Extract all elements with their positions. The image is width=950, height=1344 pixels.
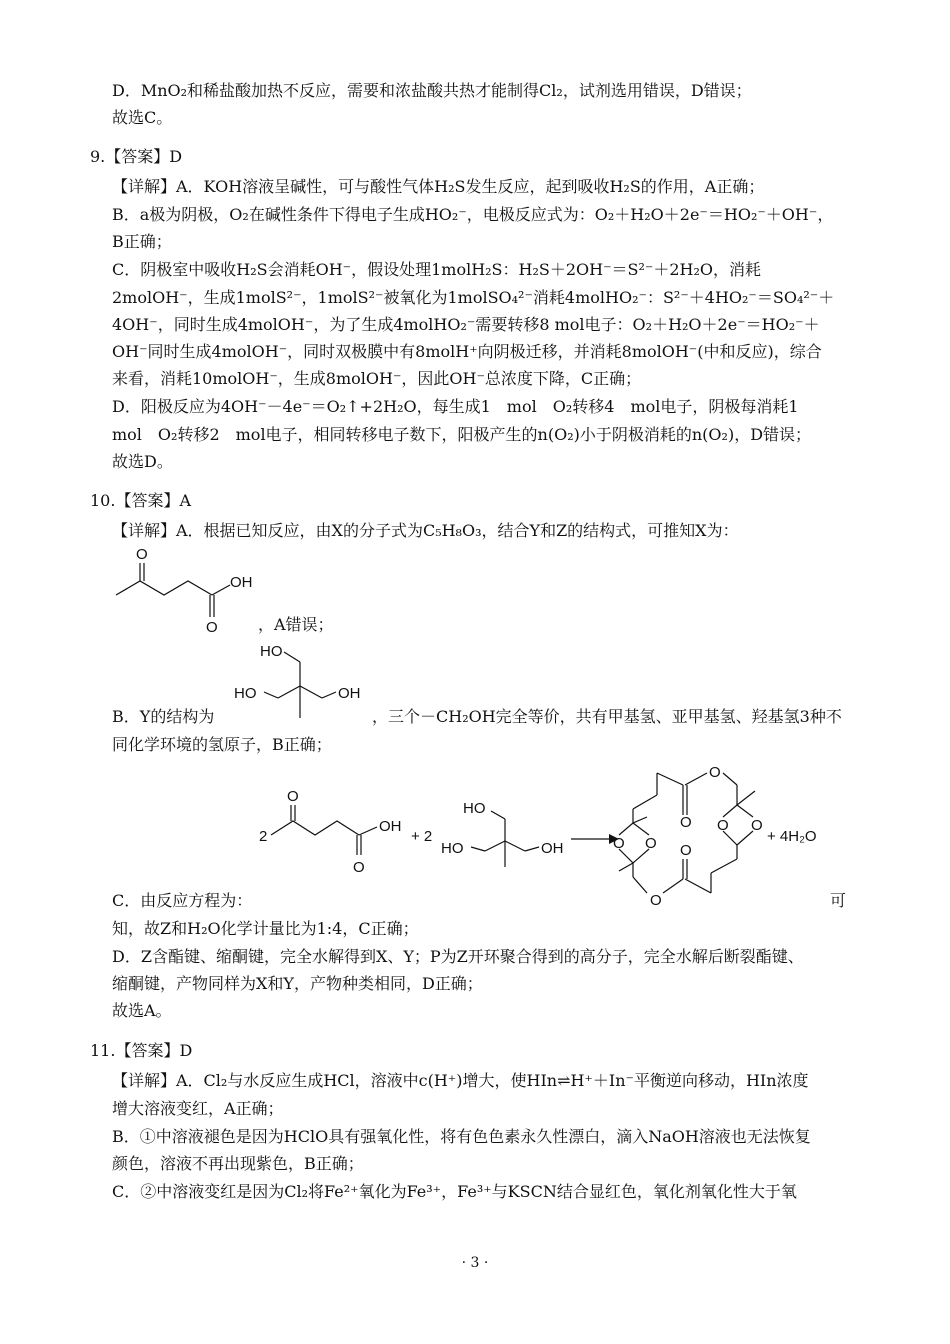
atom-label: HO [441, 840, 464, 857]
text-line: 同化学环境的氢原子，B正确； [112, 735, 332, 754]
atom-label: O [613, 835, 625, 852]
text-line: 【详解】A．Cl₂与水反应生成HCl，溶液中c(H⁺)增大，使HIn⇌H⁺＋In⁻平衡逆向移动，HIn浓度 [112, 1071, 809, 1090]
text-line: 知，故Z和H₂O化学计量比为1:4，C正确； [112, 919, 419, 938]
atom-label: O [709, 764, 721, 781]
text-line: 故选C。 [112, 108, 173, 127]
text-line: OH⁻同时生成4molOH⁻，同时双极膜中有8molH⁺向阴极迁移，并消耗8molOH⁻(中和反应)，综合 [112, 342, 822, 361]
text-line: 2molOH⁻，生成1molS²⁻，1molS²⁻被氧化为1molSO₄²⁻消耗4molHO₂⁻：S²⁻＋4HO₂⁻＝SO₄²⁻＋ [112, 288, 835, 307]
question-heading: 11.【答案】D [90, 1041, 193, 1060]
reaction-equation-figure [255, 755, 855, 920]
atom-label: O [136, 546, 148, 563]
atom-label: HO [234, 685, 257, 702]
text-line: 故选A。 [112, 1001, 172, 1020]
text-line: 颜色，溶液不再出现紫色，B正确； [112, 1154, 364, 1173]
text-line: 【详解】A．根据已知反应，由X的分子式为C₅H₈O₃，结合Y和Z的结构式，可推知X为： [112, 521, 739, 540]
question-heading: 9.【答案】D [90, 147, 183, 166]
atom-label: O [650, 892, 662, 909]
text-line: D．Z含酯键、缩酮键，完全水解得到X、Y；P为Z开环聚合得到的高分子，完全水解后断裂酯键、 [112, 947, 804, 966]
text-line: B正确； [112, 232, 172, 251]
atom-label: O [206, 619, 218, 635]
atom-label: O [680, 842, 692, 859]
text-line: C．由反应方程为： [112, 891, 253, 910]
atom-label: O [717, 817, 729, 834]
text-line: 可 [830, 891, 847, 910]
atom-label: O [751, 817, 763, 834]
coefficient-label: + 2 [411, 828, 433, 845]
text-line: ，三个－CH₂OH完全等价，共有甲基氢、亚甲基氢、羟基氢3种不 [372, 707, 842, 726]
page-number: · 3 · [461, 1255, 489, 1271]
structure-y-figure [232, 636, 377, 726]
text-line: mol O₂转移2 mol电子，相同转移电子数下，阳极产生的n(O₂)小于阴极消耗的n(O₂)，D错误； [112, 425, 812, 444]
text-line: 故选D。 [112, 452, 173, 471]
text-line: 4OH⁻，同时生成4molOH⁻，为了生成4molHO₂⁻需要转移8 mol电子：O₂＋H₂O＋2e⁻＝HO₂⁻＋ [112, 315, 820, 334]
text-line: 来看，消耗10molOH⁻，生成8molOH⁻，因此OH⁻总浓度下降，C正确； [112, 369, 642, 388]
atom-label: OH [230, 574, 253, 591]
atom-label: OH [541, 840, 564, 857]
text-line: 【详解】A．KOH溶液呈碱性，可与酸性气体H₂S发生反应，起到吸收H₂S的作用，A正确； [112, 177, 765, 196]
atom-label: HO [463, 800, 486, 817]
structure-x-figure [110, 545, 260, 635]
atom-label: O [353, 859, 365, 876]
text-line: C．②中溶液变红是因为Cl₂将Fe²⁺氧化为Fe³⁺，Fe³⁺与KSCN结合显红色，氧化剂氧化性大于氧 [112, 1182, 797, 1201]
text-line: C．阴极室中吸收H₂S会消耗OH⁻，假设处理1molH₂S：H₂S＋2OH⁻＝S²⁻＋2H₂O，消耗 [112, 260, 762, 279]
atom-label: HO [260, 643, 283, 660]
text-line: B．a极为阴极，O₂在碱性条件下得电子生成HO₂⁻，电极反应式为：O₂＋H₂O＋2e⁻＝HO₂⁻＋OH⁻， [112, 205, 834, 224]
text-line: 缩酮键，产物同样为X和Y，产物种类相同，D正确； [112, 974, 483, 993]
text-line: B．①中溶液褪色是因为HClO具有强氧化性，将有色色素永久性漂白，滴入NaOH溶液也无法恢复 [112, 1127, 811, 1146]
atom-label: O [645, 835, 657, 852]
question-heading: 10.【答案】A [90, 491, 192, 510]
atom-label: O [680, 814, 692, 831]
text-line: D．MnO₂和稀盐酸加热不反应，需要和浓盐酸共热才能制得Cl₂，试剂选用错误，D错误； [112, 81, 752, 100]
text-line: D．阳极反应为4OH⁻－4e⁻＝O₂↑+2H₂O，每生成1 mol O₂转移4 mol电子，阴极每消耗1 [112, 397, 799, 416]
atom-label: OH [338, 685, 361, 702]
text-line: B．Y的结构为 [112, 707, 215, 726]
product-label: + 4H₂O [767, 828, 817, 845]
text-line: ，A错误； [258, 615, 334, 634]
text-line: 增大溶液变红，A正确； [112, 1099, 284, 1118]
coefficient-label: 2 [259, 828, 268, 845]
atom-label: O [287, 788, 299, 805]
atom-label: OH [379, 818, 402, 835]
